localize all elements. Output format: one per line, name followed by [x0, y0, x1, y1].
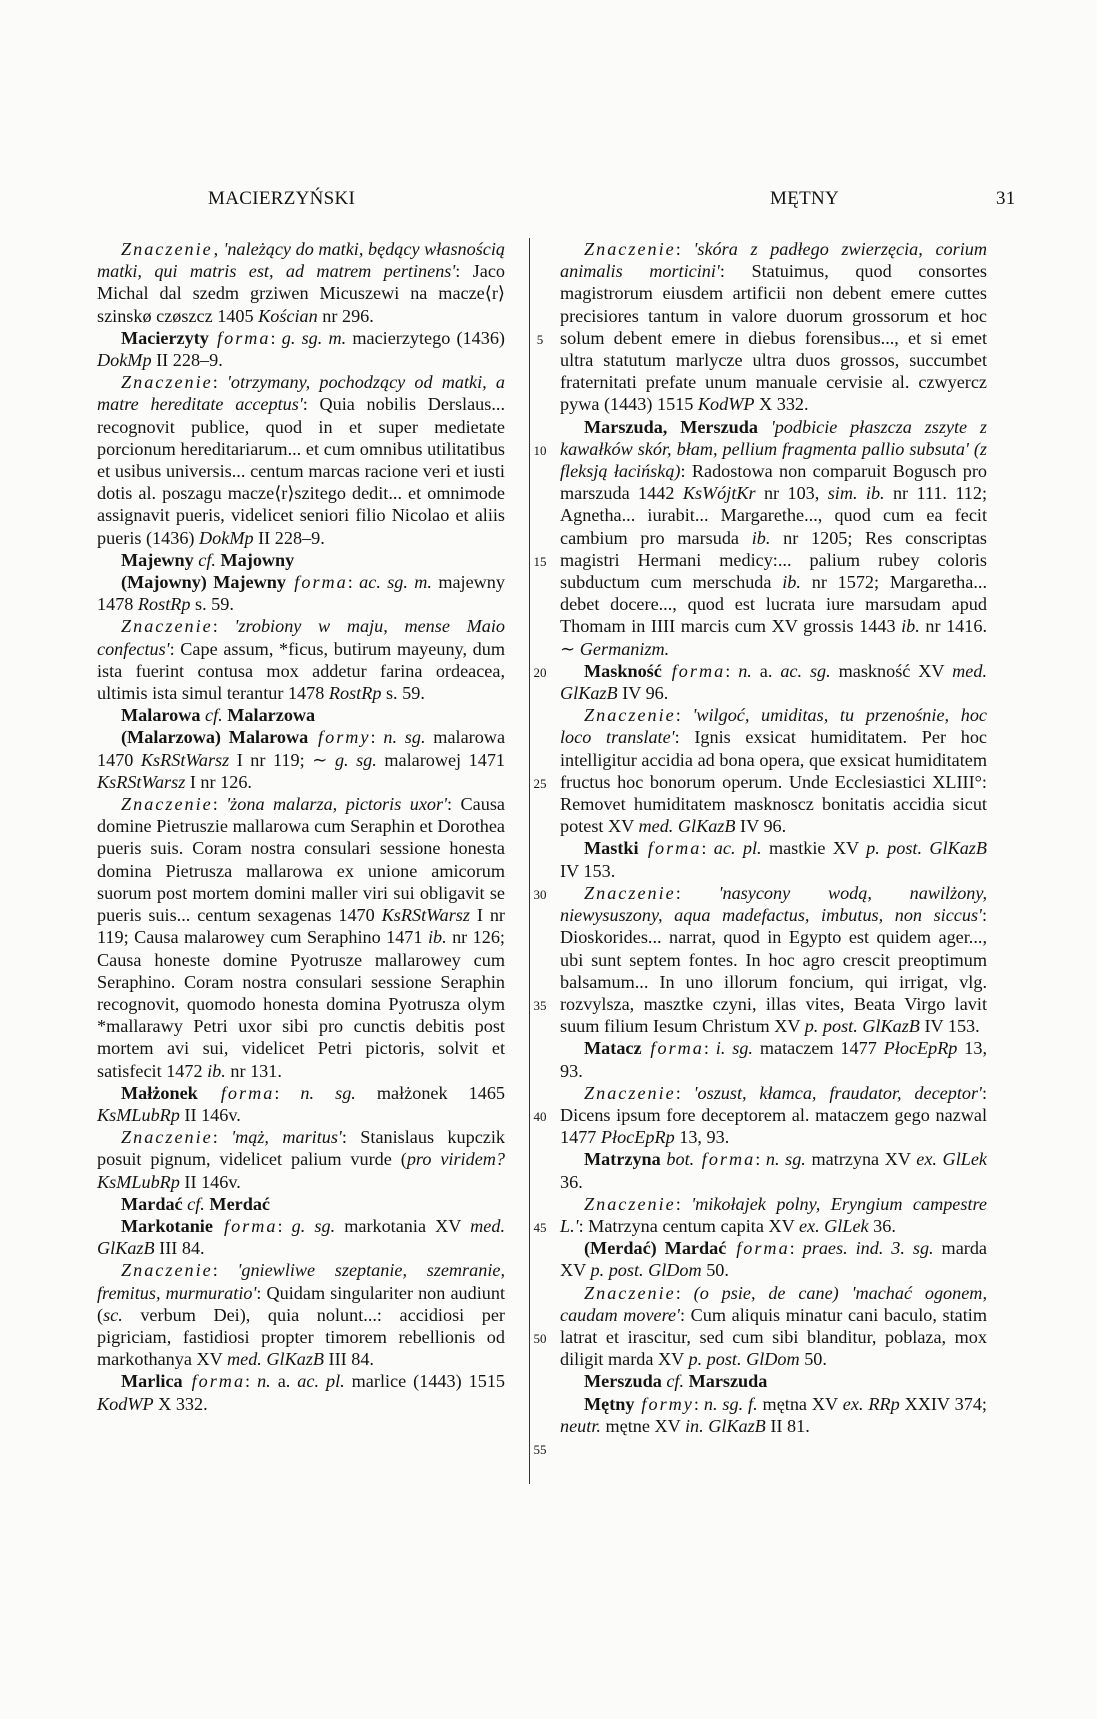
entry-text: ac. sg.: [780, 660, 831, 681]
entry-text: Znaczenie: [584, 1082, 676, 1103]
entry-text: Majewny: [121, 549, 194, 570]
entry-text: ib.: [207, 1060, 226, 1081]
entry-text: neutr.: [560, 1415, 601, 1436]
entry-text: :: [693, 1393, 704, 1414]
dictionary-entry: [560, 1082, 987, 1149]
entry-text: forma: [208, 327, 271, 348]
entry-text: (o psie, de cane) 'machać ogonem, caudam movere': [560, 1282, 987, 1325]
entry-text: Znaczenie: [121, 1260, 213, 1281]
entry-text: n. sg.: [383, 727, 426, 748]
dictionary-entry: [97, 1370, 505, 1414]
entry-text: p. post. GlDom: [688, 1349, 800, 1370]
line-number: 50: [533, 1330, 547, 1346]
dictionary-entry: [560, 1237, 987, 1281]
entry-text: p. post. GlKazB: [866, 838, 987, 859]
entry-text: : Dioskorides... narrat, quod in Egypto est quidem ager..., ubi sunt septem fontes. In hoc agro crescit preoptimum balsamum... In uno illorum foncium, qui irrigat, vlg. rozvylsza, masztke czyni, illas vites, Beata Virgo lavit suum filium Iesum Christum XV: [560, 905, 987, 1037]
entry-text: Znaczenie: [584, 239, 676, 259]
entry-text: Znaczenie: [121, 616, 213, 637]
dictionary-entry: [560, 660, 987, 704]
entry-text: II 228–9.: [253, 527, 325, 548]
entry-text: matrzyna XV: [805, 1149, 917, 1170]
dictionary-entry: [97, 371, 505, 549]
entry-text: X 332.: [754, 394, 809, 415]
entry-text: marda XV: [560, 1238, 987, 1281]
dictionary-entry: [97, 1126, 505, 1193]
dictionary-entry: [97, 1082, 505, 1126]
entry-text: med. GlKazB: [560, 660, 988, 704]
entry-text: RostRp: [328, 683, 382, 704]
entry-text: Majowny: [220, 549, 295, 570]
dictionary-entry: [97, 1193, 505, 1215]
entry-text: 'żona malarza, pictoris uxor': [226, 794, 447, 815]
header-left-word: MACIERZYŃSKI: [208, 188, 356, 209]
entry-text: 'zrobiony w maju, mense Maio confectus': [97, 616, 506, 659]
entry-text: 36.: [560, 1171, 583, 1192]
entry-text: : Cape assum, *ficus, butirum mayeuny, dum ista fuerint contusa mox addetur farina ordeacea, ultimis ista simul terantur 1478: [97, 638, 505, 704]
entry-text: Malarowa: [121, 705, 201, 726]
entry-text: ex. GlLek: [798, 1215, 869, 1236]
entry-text: Znaczenie: [584, 1282, 676, 1303]
entry-text: cf.: [198, 549, 216, 570]
entry-text: :: [675, 239, 694, 259]
entry-text: ib.: [901, 616, 920, 637]
line-number: 10: [533, 442, 547, 458]
entry-text: 'mikołajek polny, Eryngium campestre L.': [560, 1193, 987, 1236]
entry-text: forma: [638, 838, 702, 859]
entry-text: :: [675, 705, 693, 726]
dictionary-entry: [560, 1282, 987, 1371]
entry-text: Mardać: [121, 1193, 183, 1214]
entry-text: 'skóra z padłego zwierzęcia, corium animalis morticini': [560, 239, 987, 282]
entry-text: :: [270, 327, 282, 348]
entry-text: forma: [694, 1149, 756, 1170]
entry-text: 'gniewliwe szeptanie, szemranie, fremitus, murmuratio': [97, 1260, 505, 1303]
entry-text: :: [212, 794, 227, 815]
entry-text: 'otrzymany, pochodzący od matki, a matre hereditate acceptus': [97, 372, 505, 415]
entry-text: n.: [257, 1371, 271, 1392]
entry-text: DokMp: [97, 350, 152, 371]
entry-text: Znaczenie: [584, 705, 676, 726]
entry-text: 50.: [799, 1349, 827, 1370]
entry-text: n. sg. f.: [703, 1393, 758, 1414]
page-number: 31: [996, 188, 1016, 209]
entry-text: KsRStWarsz: [381, 905, 470, 926]
entry-text: markotania XV: [335, 1215, 471, 1236]
entry-text: Macierzyty: [121, 327, 209, 348]
entry-text: Matrzyna: [584, 1149, 661, 1170]
entry-text: : Dicens ipsum fore deceptorem al. mataczem gego nazwal 1477: [560, 1082, 987, 1148]
entry-text: 'nasycony wodą, nawilżony, niewysuszony, aqua madefactus, imbutus, non siccus': [560, 882, 987, 926]
entry-text: Merszuda: [584, 1371, 662, 1392]
entry-text: (Majowny) Majewny: [121, 572, 286, 593]
entry-text: pro viridem?: [406, 1149, 505, 1170]
entry-text: I nr 119; Causa malarowey cum Seraphino 1471: [97, 905, 505, 948]
entry-text: n. sg.: [765, 1149, 806, 1170]
line-number: 55: [533, 1441, 547, 1457]
entry-text: Znaczenie: [121, 794, 213, 815]
entry-text: :: [701, 838, 714, 859]
entry-text: cf.: [205, 705, 223, 726]
line-number: 30: [533, 886, 547, 902]
entry-text: Matacz: [584, 1038, 642, 1059]
entry-text: : Matrzyna centum capita XV: [578, 1215, 799, 1236]
entry-text: I nr 119; ∼: [229, 749, 335, 770]
entry-text: mataczem 1477: [752, 1038, 884, 1059]
entry-text: nr 126; Causa honeste domine Pyotrusze mallarowey cum Seraphino. Coram nostra consulari sessione Seraphin recognovit, quomodo honesta domina Pyotrusza olym *mallarawy Petri uxor sibi pro cunctis debitis post mortem avi sui, videlicet Petri pictoris, solvit et satisfecit 1472: [97, 927, 505, 1081]
dictionary-entry: [97, 571, 505, 615]
entry-text: nr 103,: [755, 483, 828, 504]
left-column: [97, 238, 505, 1415]
dictionary-entry: [97, 549, 505, 571]
entry-text: bot.: [666, 1149, 695, 1170]
entry-text: med. GlKazB: [226, 1349, 324, 1370]
entry-text: IV 153.: [919, 1016, 980, 1037]
entry-text: forma: [661, 660, 726, 681]
entry-text: :: [675, 882, 719, 903]
entry-text: IV 153.: [560, 860, 616, 881]
entry-text: KsMLubRp: [97, 1104, 180, 1125]
entry-text: Marszuda, Merszuda: [584, 416, 758, 437]
entry-text: : Statuimus, quod consortes magistrorum eiusdem artificii non debent emere cuttes precisiores tantum in valore duorum grossorum et hoc solum debent emere in diebus forensibus..., et si emet ultra statutum marlycze ultra duos grossos, succumbet fraternitati prefate unum manuale cervisie al. czwyercz pywa (1443) 1515: [560, 261, 987, 415]
entry-text: g. sg.: [334, 749, 377, 770]
entry-text: [758, 417, 771, 437]
line-number: 15: [533, 553, 547, 569]
entry-text: ib.: [751, 527, 771, 548]
dictionary-entry: [97, 704, 505, 726]
entry-text: Merdać: [209, 1193, 270, 1214]
dictionary-entry: [560, 416, 987, 660]
dictionary-entry: [97, 793, 505, 1082]
entry-text: :: [675, 1082, 694, 1103]
entry-text: DokMp: [199, 527, 254, 548]
dictionary-entry: [560, 1370, 987, 1392]
entry-text: ib.: [427, 927, 447, 948]
entry-text: nr 1416. ∼: [560, 616, 987, 659]
entry-text: XXIV 374;: [899, 1393, 987, 1414]
entry-text: i. sg.: [715, 1038, 753, 1059]
entry-text: p. post. GlDom: [590, 1260, 702, 1281]
entry-text: : Cum aliquis minatur cani baculo, statim latrat et irascitur, sed cum sibi blanditur, poblaza, mox diligit marda XV: [560, 1304, 987, 1370]
entry-text: II 228–9.: [151, 350, 223, 371]
entry-text: nr 111. 112; Agnetha... iurabit... Margarethe..., quod cum ea fecit cambium pro marsuda: [560, 483, 988, 548]
entry-text: Kościan: [258, 305, 318, 326]
entry-text: :: [212, 372, 227, 393]
entry-text: ac. pl.: [713, 838, 762, 859]
entry-text: :: [274, 1082, 301, 1103]
entry-text: Znaczenie: [121, 1127, 213, 1148]
entry-text: mętna XV: [757, 1393, 843, 1414]
entry-text: KodWP: [697, 394, 755, 415]
entry-text: med. GlKazB: [638, 816, 736, 837]
entry-text: :: [212, 616, 235, 637]
entry-text: I nr 126.: [185, 771, 252, 792]
entry-text: formy: [634, 1393, 694, 1414]
entry-text: 'należący do matki, będący własnością matki, qui matris est, ad matrem pertinens': [97, 239, 506, 282]
entry-text: ac. sg. m.: [359, 572, 432, 593]
entry-text: ex. GlLek: [916, 1149, 988, 1170]
header-center-word: MĘTNY: [770, 188, 840, 209]
dictionary-entry: [97, 615, 505, 704]
dictionary-entry: [97, 1259, 505, 1370]
dictionary-entry: [560, 1393, 987, 1437]
entry-text: mastkie XV: [761, 838, 867, 859]
dictionary-entry: [97, 1215, 505, 1259]
entry-text: ex. RRp: [842, 1393, 900, 1414]
entry-text: forma: [182, 1371, 246, 1392]
entry-text: KsMLubRp: [97, 1171, 180, 1192]
entry-text: II 146v.: [179, 1171, 241, 1192]
entry-text: 'oszust, kłamca, fraudator, deceptor': [693, 1082, 982, 1103]
entry-text: majewny 1478: [97, 572, 505, 615]
entry-text: forma: [212, 1215, 278, 1236]
entry-text: Malarzowa: [227, 705, 316, 726]
entry-text: :: [755, 1149, 766, 1170]
entry-text: 36.: [868, 1215, 896, 1236]
entry-text: g. sg. m.: [281, 327, 347, 348]
entry-text: Znaczenie: [584, 882, 676, 903]
entry-text: :: [245, 1371, 258, 1392]
entry-text: PłocEpRp: [883, 1038, 958, 1059]
entry-text: nr 131.: [225, 1060, 282, 1081]
entry-text: :: [703, 1038, 716, 1059]
line-number: 20: [533, 664, 547, 680]
entry-text: s. 59.: [190, 594, 234, 615]
entry-text: Mastki: [584, 838, 639, 859]
dictionary-entry: [560, 1193, 987, 1237]
entry-text: RostRp: [137, 594, 191, 615]
dictionary-entry: [560, 704, 987, 837]
entry-text: s. 59.: [381, 683, 425, 704]
entry-text: : Quia nobilis Derslaus... recognovit publice, quod in et super medietate porcionum hereditariarum... et cum omnibus utilitatibus et usibus universis... centum marcas racione veri et iusti dotis al. poszagu macze⟨r⟩szitego dedit... et omnimode assignavit pueris, videlicet seniori filio Nicolao et aliis pueris (1436): [97, 394, 505, 548]
entry-text: ac. pl.: [297, 1371, 345, 1392]
entry-text: mętne XV: [600, 1415, 685, 1436]
entry-text: :: [370, 727, 384, 748]
entry-text: ib.: [782, 572, 801, 593]
entry-text: nr 1205; Res conscriptas magistri Hermani medicy:... palium rubey coloris subductum cum merschuda: [560, 527, 987, 593]
entry-text: Znaczenie: [121, 372, 213, 393]
entry-text: Marlica: [121, 1371, 183, 1392]
entry-text: Małżonek: [121, 1082, 198, 1103]
entry-text: III 84.: [323, 1349, 374, 1370]
line-number: 35: [533, 997, 547, 1013]
entry-text: macierzytego (1436): [346, 327, 505, 348]
entry-text: Znaczenie: [121, 239, 213, 259]
entry-text: forma: [641, 1038, 704, 1059]
entry-text: KodWP: [97, 1393, 154, 1414]
entry-text: maskność XV: [830, 660, 953, 681]
entry-text: a.: [751, 660, 781, 681]
entry-text: 'wilgoć, umiditas, tu przenośnie, hoc loco translate': [560, 705, 987, 748]
entry-text: Maskność: [584, 660, 662, 681]
running-header: [0, 188, 1097, 218]
entry-text: g. sg.: [291, 1215, 336, 1236]
entry-text: IV 96.: [735, 816, 787, 837]
entry-text: :: [277, 1215, 292, 1236]
entry-text: Mętny: [584, 1393, 635, 1414]
dictionary-entry: [560, 1148, 987, 1192]
line-number: 25: [533, 775, 547, 791]
entry-text: 'mąż, maritus': [231, 1127, 342, 1148]
entry-text: :: [212, 1260, 238, 1281]
entry-text: Germanizm.: [579, 638, 670, 659]
entry-text: :: [675, 1193, 692, 1214]
dictionary-entry: [97, 726, 505, 793]
entry-text: forma: [285, 572, 348, 593]
dictionary-entry: [560, 1037, 987, 1081]
entry-text: p. post. GlKazB: [804, 1016, 920, 1037]
entry-text: forma: [726, 1238, 790, 1259]
entry-text: :: [212, 1127, 232, 1148]
entry-text: :: [789, 1238, 803, 1259]
dictionary-entry: [97, 327, 505, 371]
entry-text: PłocEpRp: [600, 1127, 675, 1148]
dictionary-entry: [560, 238, 987, 416]
entry-text: 13, 93.: [560, 1038, 987, 1081]
line-number: 40: [533, 1108, 547, 1124]
entry-text: (Merdać) Mardać: [584, 1238, 727, 1259]
entry-text: forma: [197, 1082, 275, 1103]
entry-text: :: [725, 660, 739, 681]
entry-text: : Jaco Michal dal szedm grziwen Micuszewi na macze⟨r⟩szinskø czøszcz 1405: [97, 261, 505, 326]
entry-text: n.: [738, 660, 752, 681]
entry-text: : Causa domine Pietruszie mallarowa cum Seraphin et Dorothea pueris suis. Coram nostra consulari sessione honesta domina Pietrusza mallarowa ex unione amicorum suorum post mortem domini maller viri sui obligavit se pueris suis... centum sexagenas 1470: [97, 794, 505, 926]
entry-text: KsRStWarsz: [97, 771, 186, 792]
right-column: [560, 238, 987, 1437]
entry-text: :: [347, 572, 360, 593]
entry-text: III 84.: [154, 1238, 205, 1259]
entry-text: ‚: [212, 239, 224, 259]
entry-text: praes. ind. 3. sg.: [802, 1238, 934, 1259]
entry-text: : Quidam singulariter non audiunt (: [97, 1282, 505, 1325]
entry-text: : Radostowa non comparuit Bogusch pro marszuda 1442: [560, 461, 987, 504]
entry-text: X 332.: [153, 1393, 208, 1414]
entry-text: 13, 93.: [674, 1127, 730, 1148]
entry-text: n. sg.: [300, 1082, 356, 1103]
entry-text: 'podbicie płaszcza zszyte z kawałków skór, błam, pellium fragmenta pallio subsuta' (z fleksją łacińską): [560, 416, 988, 482]
entry-text: IV 96.: [617, 683, 669, 704]
entry-text: Marszuda: [688, 1371, 768, 1392]
entry-text: malarowej 1471: [376, 749, 506, 770]
entry-text: marlice (1443) 1515: [344, 1371, 506, 1392]
entry-text: sc.: [103, 1304, 123, 1325]
entry-text: verbum Dei), quia nolunt...: accidiosi per pigriciam, fastidiosi propter timorem rebellionis od markothanya XV: [97, 1304, 505, 1370]
entry-text: KsWójtKr: [682, 483, 756, 504]
dictionary-entry: [97, 238, 505, 327]
entry-text: małżonek 1465: [355, 1082, 506, 1103]
entry-text: sim. ib.: [827, 483, 885, 504]
entry-text: nr 296.: [317, 305, 374, 326]
entry-text: : Stanislaus kupczik posuit pignum, videlicet palium vurde (: [97, 1127, 506, 1170]
column-divider: [529, 238, 530, 1484]
entry-text: a.: [270, 1371, 298, 1392]
entry-text: med. GlKazB: [97, 1215, 506, 1259]
entry-text: :: [675, 1282, 694, 1303]
line-number: 45: [533, 1219, 547, 1235]
entry-text: Znaczenie: [584, 1193, 676, 1214]
entry-text: II 81.: [765, 1415, 810, 1436]
entry-text: : Ignis exsicat humiditatem. Per hoc intelligitur accidia ad bona opera, que exsicat humiditatem fructus hoc bonorum operum. Unde Ecclesiastici XLIII°: Removet humiditatem masknoscz bonitatis accidia sicut potest XV: [560, 727, 987, 837]
entry-text: cf.: [187, 1193, 205, 1214]
dictionary-entry: [560, 837, 987, 881]
entry-text: in. GlKazB: [684, 1415, 766, 1436]
line-number: 5: [536, 331, 544, 347]
entry-text: (Malarzowa) Malarowa: [121, 727, 309, 748]
entry-text: formy: [308, 727, 371, 748]
entry-text: Markotanie: [121, 1215, 213, 1236]
entry-text: KsRStWarsz: [140, 749, 230, 770]
entry-text: II 146v.: [179, 1104, 241, 1125]
entry-text: 50.: [701, 1260, 729, 1281]
dictionary-entry: [560, 882, 987, 1037]
entry-text: malarowa 1470: [97, 727, 506, 770]
entry-text: cf.: [666, 1371, 685, 1392]
entry-text: nr 1572; Margaretha... debet docere..., quod est lucrata iure marsudam apud Thomam in IIII marcis cum XV grossis 1443: [560, 572, 987, 637]
